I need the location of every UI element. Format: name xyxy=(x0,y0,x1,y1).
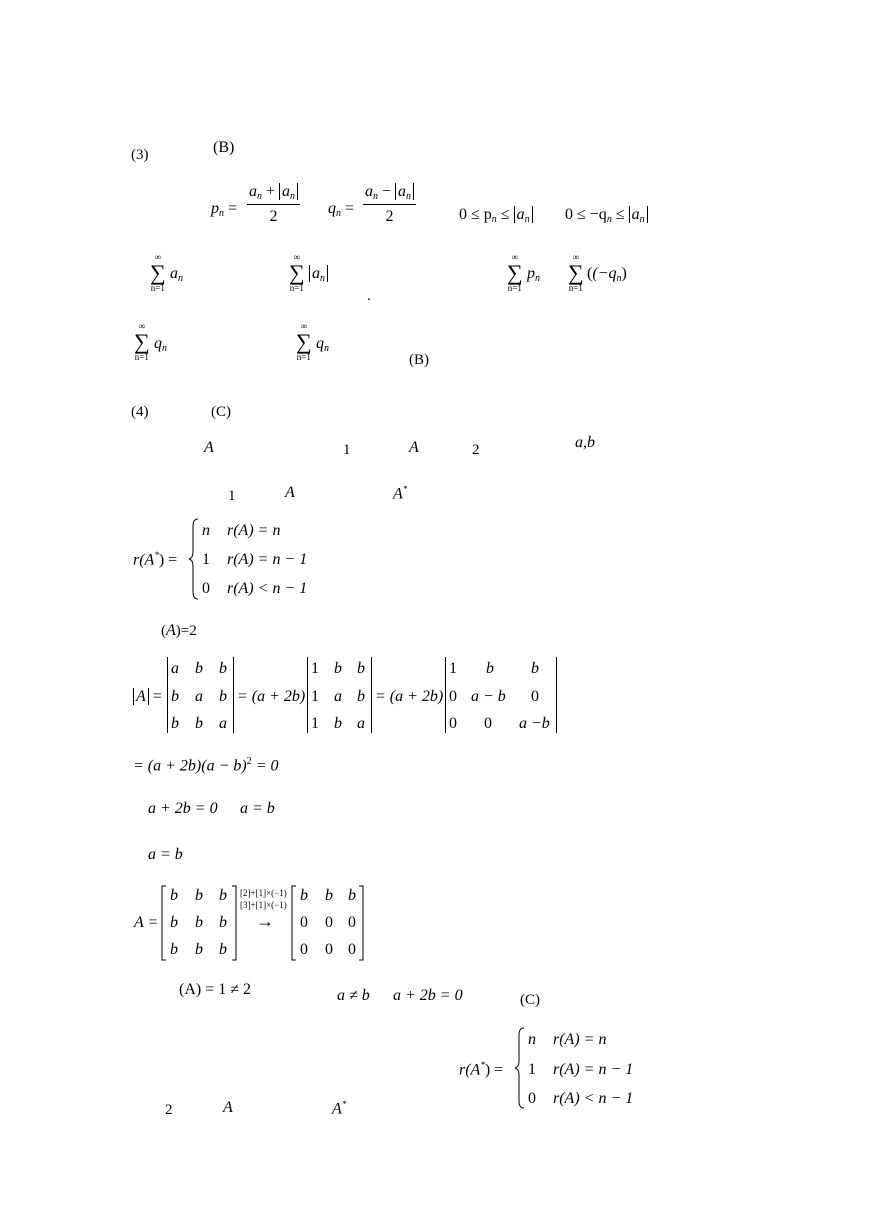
num-1-a: 1 xyxy=(343,442,351,458)
matrix-cell: b xyxy=(219,914,227,931)
matrix-cell: b xyxy=(219,887,227,904)
matrix-cell: a xyxy=(357,715,365,732)
var-A-3: A xyxy=(285,484,295,501)
matrix-cell: b xyxy=(195,715,203,732)
rank-A-equals-2: (A)=2 xyxy=(161,622,197,639)
case-value: 0 xyxy=(202,580,210,597)
cases-brace-2 xyxy=(514,1027,526,1109)
section-3-answer-2: (B) xyxy=(409,352,429,368)
period: . xyxy=(367,288,371,304)
matrix-cell: 0 xyxy=(484,715,492,732)
matrix-cell: a xyxy=(171,660,179,677)
case-value: n xyxy=(202,522,210,539)
matrix-cell: 1 xyxy=(449,660,457,677)
matrix-cell: b xyxy=(357,688,365,705)
inequality-pn: $0 \le p_n \le a_n$ xyxy=(459,207,533,225)
num-1-b: 1 xyxy=(228,488,236,504)
arrow-icon: → xyxy=(256,911,274,931)
matrix-cell: 0 xyxy=(325,914,333,931)
matrix-cell: b xyxy=(357,660,365,677)
case-value: 0 xyxy=(528,1090,536,1107)
var-A-4: A xyxy=(223,1099,233,1116)
matrix-cell: b xyxy=(195,887,203,904)
matrix-cell: 0 xyxy=(348,914,356,931)
matrix-cell: b xyxy=(531,660,539,677)
var-A-2: A xyxy=(409,439,419,456)
matrix-cell: b xyxy=(325,887,333,904)
det-factor-2: = (a + 2b) xyxy=(375,688,444,705)
sum-abs-an: ∞ ∑ n=1 xyxy=(289,252,305,293)
matrix-cell: a xyxy=(195,688,203,705)
case-condition: r(A) = n xyxy=(227,522,281,539)
a-neq-b: a ≠ b xyxy=(337,987,370,1004)
matrix-cell: 1 xyxy=(311,715,319,732)
det-factor-1: = (a + 2b) xyxy=(237,688,306,705)
sum-pn: ∞ ∑ n=1 xyxy=(507,252,523,293)
sum-qn-2: ∞ ∑ n=1 xyxy=(296,321,312,362)
matrix-cell: b xyxy=(171,715,179,732)
section-4-answer: (C) xyxy=(211,404,231,420)
det-A-lhs: A = xyxy=(133,689,162,705)
pn-lhs: $p_n$ = xyxy=(211,200,238,219)
section-3-answer: (B) xyxy=(213,139,235,156)
left-bracket xyxy=(291,885,297,961)
sum-qn-1: ∞ ∑ n=1 xyxy=(134,321,150,362)
case-condition: r(A) < n − 1 xyxy=(227,580,308,597)
case-a-eq-b: a = b xyxy=(148,846,183,863)
row-op-1: [2]+[1]×(−1) xyxy=(240,888,287,898)
case-condition: r(A) = n − 1 xyxy=(227,551,308,568)
case-condition: r(A) = n xyxy=(553,1031,607,1048)
matrix-cell: 1 xyxy=(311,688,319,705)
sum-an-term: $a_n$ xyxy=(170,265,183,284)
case-condition: r(A) < n − 1 xyxy=(553,1090,634,1107)
a-plus-2b-zero: a + 2b = 0 xyxy=(393,987,463,1004)
sum-abs-an-term: $a_n$ xyxy=(309,266,328,284)
matrix-cell: 0 xyxy=(348,941,356,958)
cases-brace xyxy=(188,518,200,600)
matrix-cell: 0 xyxy=(300,914,308,931)
matrix-cell: b xyxy=(334,660,342,677)
left-bracket xyxy=(161,885,167,961)
matrix-cell: 1 xyxy=(311,660,319,677)
matrix-cell: b xyxy=(348,887,356,904)
var-A-star-2: A* xyxy=(332,1099,347,1118)
matrix-cell: b xyxy=(219,941,227,958)
matrix-cell: 0 xyxy=(449,688,457,705)
matrix-cell: b xyxy=(334,715,342,732)
rank-adj-lhs-2: r(A*) = xyxy=(459,1060,504,1079)
row-op-2: [3]+[1]×(−1) xyxy=(240,900,287,910)
matrix-cell: b xyxy=(195,941,203,958)
matrix-cell: b xyxy=(170,887,178,904)
case-value: 1 xyxy=(528,1061,536,1078)
matrix-cell: 0 xyxy=(325,941,333,958)
matrix-cell: 0 xyxy=(449,715,457,732)
section-3-label: (3) xyxy=(131,147,149,163)
inequality-qn: $0 \le -q_n \le a_n$ xyxy=(565,207,648,225)
sum-qn-1-term: $q_n$ xyxy=(154,335,167,354)
matrix-cell: 0 xyxy=(531,688,539,705)
matrix-cell: b xyxy=(171,688,179,705)
var-ab: a,b xyxy=(575,434,595,451)
matrix-cell: b xyxy=(219,688,227,705)
matrix-cell: b xyxy=(195,660,203,677)
case-value: 1 xyxy=(202,551,210,568)
sum-qn-2-term: $q_n$ xyxy=(316,335,329,354)
sum-neg-qn-term: ($(-q_n)$ xyxy=(587,265,627,284)
qn-fraction: $a_n - a_n$ 2 xyxy=(363,183,416,226)
section-4-label: (4) xyxy=(131,404,149,420)
right-bracket xyxy=(358,885,364,961)
matrix-cell: a −b xyxy=(519,715,550,732)
section-4-answer-2: (C) xyxy=(520,992,540,1008)
num-2-b: 2 xyxy=(165,1102,173,1118)
right-bracket xyxy=(231,885,237,961)
sum-pn-term: $p_n$ xyxy=(527,265,540,284)
qn-lhs: $q_n$ = xyxy=(328,200,355,219)
matrix-cell: b xyxy=(219,660,227,677)
var-A-star-1: A* xyxy=(393,484,408,503)
sum-an: ∞ ∑ n=1 xyxy=(150,252,166,293)
matrix-cell: b xyxy=(170,941,178,958)
pn-fraction: $a_n + a_n$ 2 xyxy=(247,183,300,226)
condition-a-eq-b: a = b xyxy=(240,800,275,817)
rank-adj-lhs: r(A*) = xyxy=(133,550,178,569)
matrix-cell: b xyxy=(486,660,494,677)
matrix-cell: a xyxy=(334,688,342,705)
case-value: n xyxy=(528,1031,536,1048)
matrix-cell: b xyxy=(170,914,178,931)
num-2-a: 2 xyxy=(472,442,480,458)
sum-neg-qn: ∞ ∑ n=1 xyxy=(568,252,584,293)
var-A-1: A xyxy=(204,439,214,456)
matrix-cell: 0 xyxy=(300,941,308,958)
det-result: = $(a + 2b)(a - b)^2 = 0$ xyxy=(133,756,279,775)
matrix-A-lhs: A = xyxy=(134,914,159,931)
matrix-cell: a xyxy=(219,715,227,732)
matrix-cell: b xyxy=(195,914,203,931)
matrix-cell: b xyxy=(300,887,308,904)
case-condition: r(A) = n − 1 xyxy=(553,1061,634,1078)
rank-A-equals-1: (A) = 1 ≠ 2 xyxy=(179,981,252,998)
matrix-cell: a − b xyxy=(471,688,506,705)
condition-a-plus-2b: a + 2b = 0 xyxy=(148,800,218,817)
